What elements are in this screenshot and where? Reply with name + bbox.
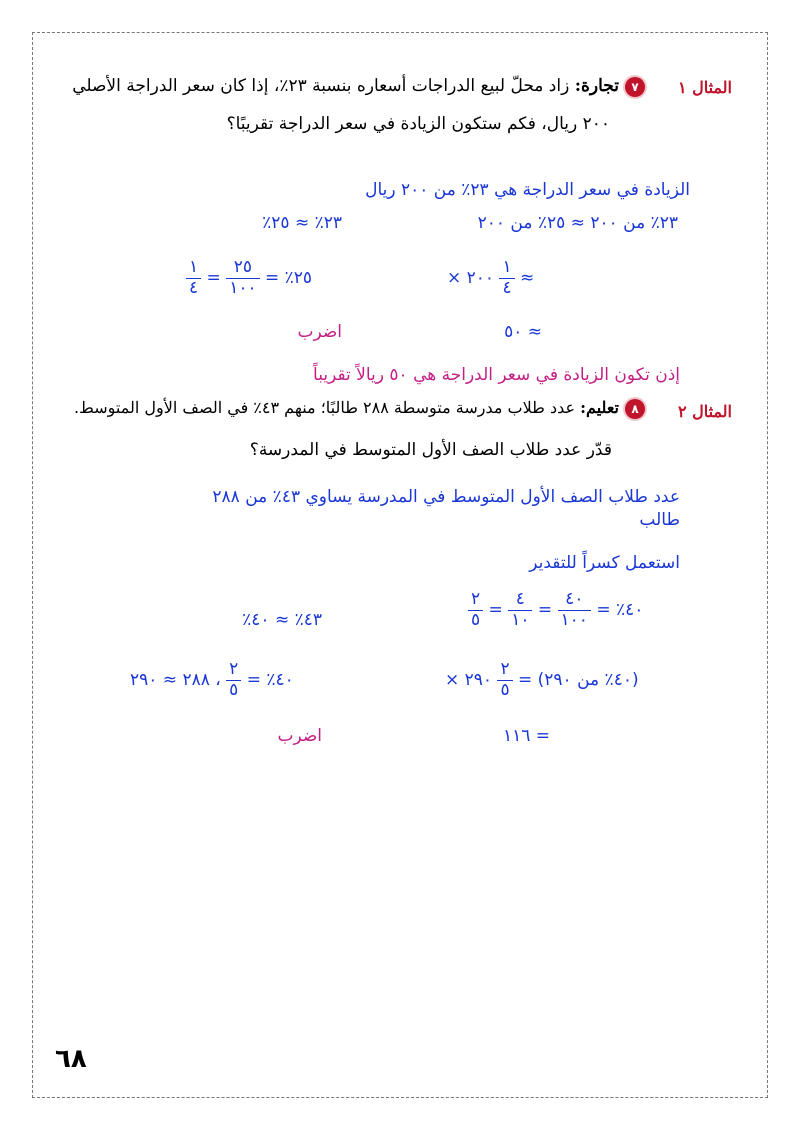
example1-question-line2: ٢٠٠ ريال، فكم ستكون الزيادة في سعر الدراجة تقريبًا؟ bbox=[226, 114, 610, 134]
example2-step3-left: اضرب bbox=[277, 726, 322, 746]
example1-step3-right: ≈ ٥٠ bbox=[504, 322, 542, 342]
example1-step2-right-post: × ٢٠٠ bbox=[447, 268, 495, 289]
example1-step2-right-fraction: $\frac{١}{٤}$ bbox=[499, 258, 514, 298]
example2-solution-line2: استعمل كسراً للتقدير bbox=[529, 553, 680, 573]
example2-step2-left-pre: ٤٠٪ = bbox=[246, 670, 294, 691]
example1-badge: ٧ bbox=[625, 77, 645, 97]
example1-conclusion: إذن تكون الزيادة في سعر الدراجة هي ٥٠ ريالاً تقريباً bbox=[313, 365, 680, 385]
example1-step3-left: اضرب bbox=[297, 322, 342, 342]
example1-step2-left bbox=[186, 258, 312, 298]
example2-step2-left-post: ، ٢٨٨ ≈ ٢٩٠ bbox=[130, 670, 221, 691]
example1-question-text: زاد محلّ لبيع الدراجات أسعاره بنسبة ٢٣٪، إذا كان سعر الدراجة الأصلي bbox=[72, 76, 570, 96]
example1-step2-left-fraction2: $\frac{١}{٤}$ bbox=[186, 258, 201, 298]
example2-solution-line1b: طالب bbox=[639, 510, 680, 530]
example1-topic: تجارة: bbox=[574, 76, 619, 96]
example2-step2-right-pre: (٤٠٪ من ٢٩٠) = bbox=[518, 670, 639, 691]
example2-step1-pct: ٤٠٪ = bbox=[596, 600, 644, 621]
example2-label: المثال ٢ bbox=[677, 402, 732, 421]
example2-step2-right bbox=[445, 660, 639, 700]
page-number: ٦٨ bbox=[55, 1044, 87, 1074]
example2-solution-line1a: عدد طلاب الصف الأول المتوسط في المدرسة يساوي ٤٣٪ من ٢٨٨ bbox=[212, 487, 680, 507]
example2-step1-eq1: = bbox=[537, 600, 553, 621]
example2-question-line1 bbox=[74, 398, 645, 419]
example2-step1-right bbox=[468, 590, 643, 630]
example1-step2-right bbox=[447, 258, 534, 298]
example2-step2-left bbox=[130, 660, 294, 700]
example2-step1-eq2: = bbox=[488, 600, 503, 621]
example2-topic: تعليم: bbox=[580, 398, 619, 417]
example2-step2-left-fraction: $\frac{٢}{٥}$ bbox=[226, 660, 241, 700]
example1-question-line1 bbox=[72, 76, 645, 97]
example1-step1-right: ٢٣٪ من ٢٠٠ ≈ ٢٥٪ من ٢٠٠ bbox=[477, 213, 678, 233]
example2-question-text: عدد طلاب مدرسة متوسطة ٢٨٨ طالبًا؛ منهم ٤٣٪ في الصف الأول المتوسط. bbox=[73, 398, 576, 417]
example1-step1-left: ٢٣٪ ≈ ٢٥٪ bbox=[262, 213, 342, 233]
example2-badge: ٨ bbox=[625, 399, 645, 419]
example2-step1-fraction2: $\frac{٤}{١٠}$ bbox=[508, 590, 532, 630]
example1-step2-left-fraction1: $\frac{٢٥}{١٠٠}$ bbox=[226, 258, 259, 298]
example2-step3-right: = ١١٦ bbox=[502, 726, 550, 746]
example1-step2-left-pct: ٢٥٪ = bbox=[265, 268, 313, 289]
example2-step1-fraction1: $\frac{٤٠}{١٠٠}$ bbox=[558, 590, 591, 630]
example1-step2-right-pre: ≈ bbox=[520, 268, 535, 289]
example2-step2-right-fraction: $\frac{٢}{٥}$ bbox=[497, 660, 512, 700]
example2-step1-left: ٤٣٪ ≈ ٤٠٪ bbox=[242, 610, 322, 630]
example1-step2-left-eq: = bbox=[206, 268, 221, 289]
example1-label: المثال ١ bbox=[677, 78, 732, 97]
example2-step2-right-post: × ٢٩٠ bbox=[445, 670, 493, 691]
example2-question-line2: قدّر عدد طلاب الصف الأول المتوسط في المدرسة؟ bbox=[249, 440, 612, 460]
example1-solution-line1: الزيادة في سعر الدراجة هي ٢٣٪ من ٢٠٠ ريال bbox=[365, 180, 690, 200]
example2-step1-fraction3: $\frac{٢}{٥}$ bbox=[468, 590, 483, 630]
